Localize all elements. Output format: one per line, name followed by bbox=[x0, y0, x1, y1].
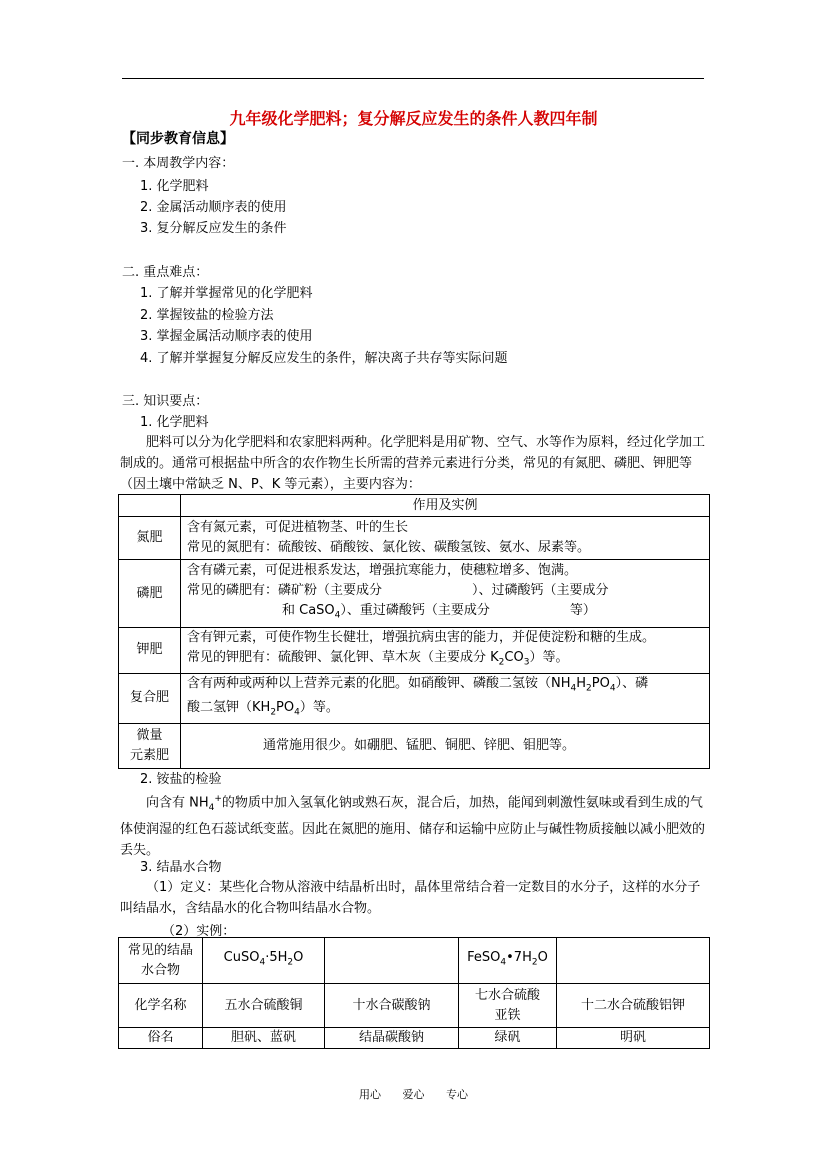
table-cell: 结晶碳酸钠 bbox=[325, 1028, 459, 1049]
nitrogen-label: 氮肥 bbox=[119, 517, 181, 560]
table-cell: 含有磷元素，可促进根系发达，增强抗寒能力，使穗粒增多、饱满。 bbox=[187, 563, 578, 579]
compound-label: 复合肥 bbox=[119, 673, 181, 723]
table-cell bbox=[325, 938, 459, 984]
table-row bbox=[119, 984, 710, 1028]
table-cell: 含有钾元素，可使作物生长健壮，增强抗病虫害的能力，并促使淀粉和糖的生成。 bbox=[187, 630, 656, 645]
table-cell: 常见的磷肥有：磷矿粉（主要成分 bbox=[187, 583, 383, 599]
table-cell bbox=[557, 938, 710, 984]
part2-item: 4. 了解并掌握复分解反应发生的条件，解决离子共存等实际问题 bbox=[140, 351, 508, 366]
table-header: 作用及实例 bbox=[181, 495, 710, 517]
part1-item: 2. 金属活动顺序表的使用 bbox=[140, 200, 287, 215]
table-cell: 十二水合硫酸铝钾 bbox=[557, 984, 710, 1028]
table-cell: 常见的氮肥有：硫酸铵、硝酸铵、氯化铵、碳酸氢铵、氨水、尿素等。 bbox=[187, 540, 591, 555]
examples-label: （2）实例： bbox=[162, 924, 236, 939]
table-cell: 常见的钾肥有：硫酸钾、氯化钾、草木灰（主要成分 K bbox=[187, 650, 499, 665]
header-rule bbox=[122, 78, 704, 79]
table-cell: 含有氮元素，可促进植物茎、叶的生长 bbox=[187, 520, 409, 535]
table-cell: ）、重过磷酸钙（主要成分 bbox=[340, 603, 490, 619]
hydrate-table bbox=[118, 937, 710, 1049]
table-row bbox=[119, 1028, 710, 1049]
phosphorus-label: 磷肥 bbox=[119, 560, 181, 628]
table-cell: 化学名称 bbox=[119, 984, 203, 1028]
part1-item: 1. 化学肥料 bbox=[140, 179, 209, 194]
subheading-fertilizer: 1. 化学肥料 bbox=[140, 415, 209, 430]
part3-heading: 三. 知识要点： bbox=[122, 394, 209, 409]
table-cell: 绿矾 bbox=[459, 1028, 557, 1049]
table-cell: 亚铁 bbox=[494, 1007, 521, 1023]
hydrate-definition: （1）定义：某些化合物从溶液中结晶析出时，晶体里常结合着一定数目的水分子，这样的水分子叫结晶水，含结晶水的化合物叫结晶水合物。 bbox=[120, 880, 701, 916]
table-row: 复合肥 含有两种或两种以上营养元素的化肥。如硝酸钾、磷酸二氢铵$(NH_4H_2PO_4)$、磷 酸二氢钾$(KH_2PO_4)$等。 bbox=[119, 673, 710, 723]
part2-heading: 二. 重点难点： bbox=[122, 265, 209, 280]
table-row: 磷肥 含有磷元素，可促进根系发达，增强抗寒能力，使穗粒增多、饱满。 常见的磷肥有：磷矿粉（主要成分 ）、过磷酸钙（主要成分 和 CaSO$_4$）、重过磷酸钙（主要成分 等） bbox=[119, 560, 710, 628]
table-cell: 水合物 bbox=[140, 962, 180, 978]
table-cell: 俗名 bbox=[119, 1028, 203, 1049]
table-row: 钾肥 含有钾元素，可使作物生长健壮，增强抗病虫害的能力，并促使淀粉和糖的生成。 常见的钾肥有：硫酸钾、氯化钾、草木灰（主要成分 $K_2CO_3$）等。 bbox=[119, 628, 710, 674]
table-cell: 酸二氢钾（KH bbox=[187, 700, 271, 716]
table-row bbox=[119, 495, 710, 517]
table-row bbox=[119, 517, 710, 560]
page-footer: 用心 爱心 专心 bbox=[359, 1088, 468, 1101]
fertilizer-intro: 肥料可以分为化学肥料和农家肥料两种。化学肥料是用矿物、空气、水等作为原料，经过化学加工制成的。通常可根据盐中所含的农作物生长所需的营养元素进行分类，常见的有氮肥、磷肥、钾肥等（因土壤中常缺乏 N、P、K 等元素），主要内容为： bbox=[120, 435, 706, 492]
table-cell: ）、过磷酸钙（主要成分 bbox=[472, 583, 609, 599]
table-cell: $FeSO_4•7H_2O$ bbox=[459, 938, 557, 984]
table-cell: 五水合硫酸铜 bbox=[203, 984, 325, 1028]
table-cell: 含有两种或两种以上营养元素的化肥。如硝酸钾、磷酸二氢铵（NH bbox=[187, 675, 571, 691]
ammonium-paragraph: 向含有 $NH_4^+$的物质中加入氢氧化钠或熟石灰，混合后，加热，能闻到刺激性氨味或看到生成的气体使润湿的红色石蕊试纸变蓝。因此在氮肥的施用、储存和运输中应防止与碱性物质接触以减小肥效的丢失。 bbox=[120, 794, 706, 858]
table-cell: 和 CaSO bbox=[282, 603, 335, 619]
table-row bbox=[119, 723, 710, 768]
table-cell: $CuSO_4\cdot 5H_2O$ bbox=[203, 938, 325, 984]
section-header: 【同步教育信息】 bbox=[122, 131, 234, 147]
table-cell: 等） bbox=[569, 603, 596, 619]
micro-label: 微量 bbox=[136, 727, 163, 743]
subheading-hydrate: 3. 结晶水合物 bbox=[140, 860, 222, 875]
part2-item: 1. 了解并掌握常见的化学肥料 bbox=[140, 286, 313, 301]
table-cell: 通常施用很少。如硼肥、锰肥、铜肥、锌肥、钼肥等。 bbox=[181, 723, 710, 768]
subheading-ammonium: 2. 铵盐的检验 bbox=[140, 772, 222, 787]
part2-item: 3. 掌握金属活动顺序表的使用 bbox=[140, 329, 313, 344]
table-cell: 七水合硫酸 bbox=[474, 987, 540, 1003]
table-row bbox=[119, 938, 710, 984]
part1-heading: 一. 本周教学内容： bbox=[122, 156, 235, 171]
micro-label: 元素肥 bbox=[129, 747, 169, 763]
page-title: 九年级化学肥料；复分解反应发生的条件人教四年制 bbox=[229, 109, 598, 128]
table-cell: 明矾 bbox=[557, 1028, 710, 1049]
part2-item: 2. 掌握铵盐的检验方法 bbox=[140, 308, 274, 323]
table-cell: 胆矾、蓝矾 bbox=[203, 1028, 325, 1049]
table-cell: 十水合碳酸钠 bbox=[325, 984, 459, 1028]
part1-item: 3. 复分解反应发生的条件 bbox=[140, 221, 287, 236]
potassium-label: 钾肥 bbox=[119, 628, 181, 674]
table-cell: 常见的结晶 bbox=[127, 942, 193, 958]
fertilizer-table bbox=[118, 494, 710, 769]
